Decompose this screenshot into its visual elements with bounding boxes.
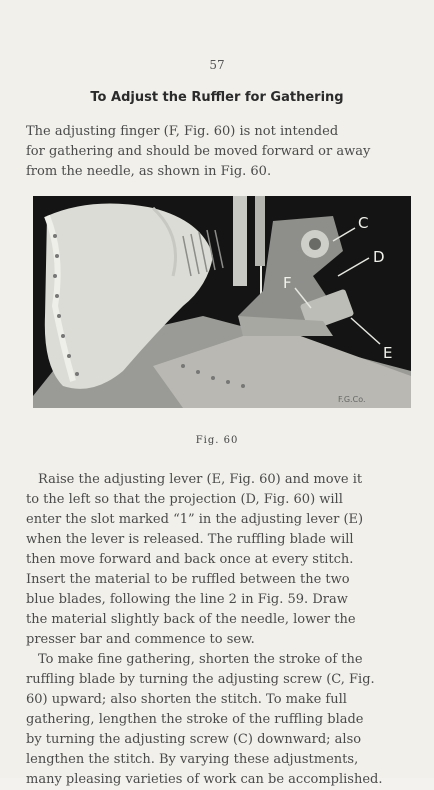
photo-credit: F.G.Co. <box>338 395 366 404</box>
text-line: To make fine gathering, shorten the stroke of the <box>38 652 363 667</box>
ruffler-illustration <box>33 196 411 408</box>
text-line: blue blades, following the line 2 in Fig. 59. Draw <box>26 592 348 607</box>
text-line: the material slightly back of the needle, lower the <box>26 612 356 627</box>
text-line: many pleasing varieties of work can be accomplished. <box>26 772 383 787</box>
text-line: for gathering and should be moved forward or away <box>26 144 371 159</box>
text-line: enter the slot marked “1” in the adjusting lever (E) <box>26 512 364 527</box>
text-line: from the needle, as shown in Fig. 60. <box>26 164 272 179</box>
text-line: ruffling blade by turning the adjusting screw (C, Fig. <box>26 672 375 687</box>
text-line: Insert the material to be ruffled between the two <box>26 572 350 587</box>
figure-caption: Fig. 60 <box>195 435 239 446</box>
instructions-paragraph <box>26 470 414 790</box>
text-line: then move forward and back once at every stitch. <box>26 552 354 567</box>
intro-paragraph <box>26 122 414 182</box>
text-line: by turning the adjusting screw (C) downward; also <box>26 732 362 747</box>
text-line: presser bar and commence to sew. <box>26 632 255 647</box>
label-f: F <box>283 274 292 292</box>
label-d: D <box>373 248 385 266</box>
label-e: E <box>383 344 393 362</box>
text-line: to the left so that the projection (D, Fig. 60) will <box>26 492 343 507</box>
section-heading: To Adjust the Ruffler for Gathering <box>90 90 344 105</box>
text-line: Raise the adjusting lever (E, Fig. 60) and move it <box>38 472 363 487</box>
label-c: C <box>358 214 369 232</box>
text-line: when the lever is released. The ruffling blade will <box>26 532 354 547</box>
text-line: lengthen the stitch. By varying these adjustments, <box>26 752 359 767</box>
page-number: 57 <box>209 58 225 72</box>
text-line: gathering, lengthen the stroke of the ruffling blade <box>26 712 364 727</box>
text-line: The adjusting finger (F, Fig. 60) is not intended <box>26 124 339 139</box>
ruffler-photo <box>33 196 411 408</box>
text-line: 60) upward; also shorten the stitch. To make full <box>26 692 347 707</box>
